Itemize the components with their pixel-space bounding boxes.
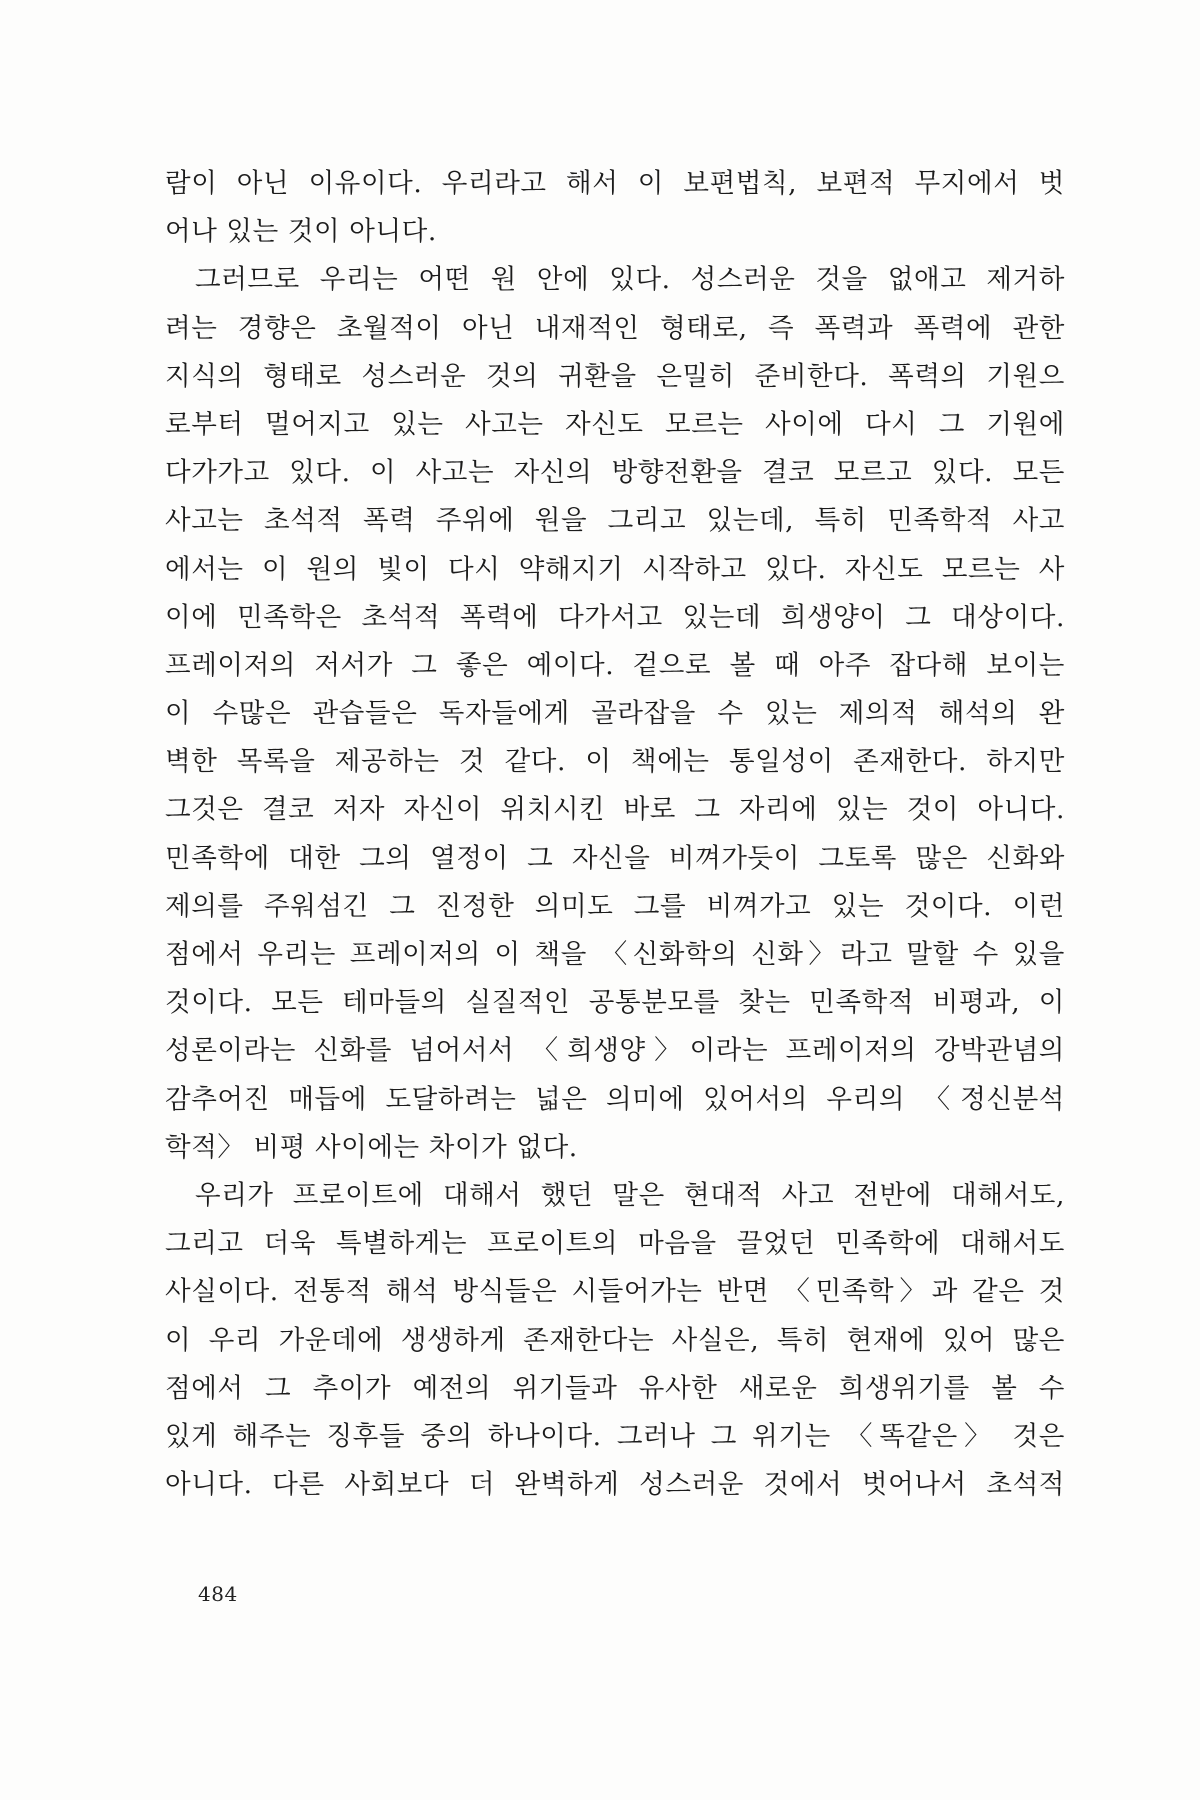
text-line: 것이다. 모든 테마들의 실질적인 공통분모를 찾는 민족학적 비평과, 이 <box>165 987 1065 1019</box>
text-line: 아니다. 다른 사회보다 더 완벽하게 성스러운 것에서 벗어나서 초석적 <box>165 1469 1065 1501</box>
text-line: 어나 있는 것이 아니다. <box>165 216 437 248</box>
text-line: 사실이다. 전통적 해석 방식들은 시들어가는 반면 〈민족학〉과 같은 것 <box>165 1276 1065 1308</box>
text-line: 사고는 초석적 폭력 주위에 원을 그리고 있는데, 특히 민족학적 사고 <box>165 505 1065 537</box>
text-line: 점에서 우리는 프레이저의 이 책을 〈신화학의 신화〉라고 말할 수 있을 <box>165 939 1065 970</box>
text-line: 로부터 멀어지고 있는 사고는 자신도 모르는 사이에 다시 그 기원에 <box>165 408 1065 440</box>
text-line: 그러므로 우리는 어떤 원 안에 있다. 성스러운 것을 없애고 제거하 <box>195 264 1065 296</box>
text-line: 프레이저의 저서가 그 좋은 예이다. 겉으로 볼 때 아주 잡다해 보이는 <box>165 649 1065 681</box>
text-line: 점에서 그 추이가 예전의 위기들과 유사한 새로운 희생위기를 볼 수 <box>165 1372 1065 1404</box>
text-line: 지식의 형태로 성스러운 것의 귀환을 은밀히 준비한다. 폭력의 기원으 <box>165 360 1065 392</box>
text-line: 에서는 이 원의 빛이 다시 약해지기 시작하고 있다. 자신도 모르는 사 <box>165 553 1065 585</box>
text-line: 그것은 결코 저자 자신이 위치시킨 바로 그 자리에 있는 것이 아니다. <box>165 794 1065 826</box>
text-line: 학적〉 비평 사이에는 차이가 없다. <box>165 1131 578 1163</box>
text-line: 다가가고 있다. 이 사고는 자신의 방향전환을 결코 모르고 있다. 모든 <box>165 457 1065 489</box>
body-text <box>165 160 1065 1509</box>
text-line: 그리고 더욱 특별하게는 프로이트의 마음을 끌었던 민족학에 대해서도 <box>165 1228 1065 1260</box>
text-line: 이 수많은 관습들은 독자들에게 골라잡을 수 있는 제의적 해석의 완 <box>165 698 1065 730</box>
text-line: 람이 아닌 이유이다. 우리라고 해서 이 보편법칙, 보편적 무지에서 벗 <box>165 168 1065 199</box>
text-line: 있게 해주는 징후들 중의 하나이다. 그러나 그 위기는 〈똑같은〉 것은 <box>165 1420 1065 1452</box>
page-number: 484 <box>198 1582 238 1606</box>
text-line: 감추어진 매듭에 도달하려는 넓은 의미에 있어서의 우리의 〈정신분석 <box>165 1083 1065 1115</box>
text-line: 제의를 주워섬긴 그 진정한 의미도 그를 비껴가고 있는 것이다. 이런 <box>165 890 1065 922</box>
text-line: 우리가 프로이트에 대해서 했던 말은 현대적 사고 전반에 대해서도, <box>195 1179 1065 1211</box>
text-line: 이 우리 가운데에 생생하게 존재한다는 사실은, 특히 현재에 있어 많은 <box>165 1324 1065 1356</box>
text-line: 이에 민족학은 초석적 폭력에 다가서고 있는데 희생양이 그 대상이다. <box>165 601 1065 633</box>
text-line: 성론이라는 신화를 넘어서서 〈희생양〉이라는 프레이저의 강박관념의 <box>165 1035 1065 1067</box>
text-line: 민족학에 대한 그의 열정이 그 자신을 비껴가듯이 그토록 많은 신화와 <box>165 842 1065 874</box>
text-line: 벽한 목록을 제공하는 것 같다. 이 책에는 통일성이 존재한다. 하지만 <box>165 746 1065 778</box>
text-line: 려는 경향은 초월적이 아닌 내재적인 형태로, 즉 폭력과 폭력에 관한 <box>165 312 1065 344</box>
